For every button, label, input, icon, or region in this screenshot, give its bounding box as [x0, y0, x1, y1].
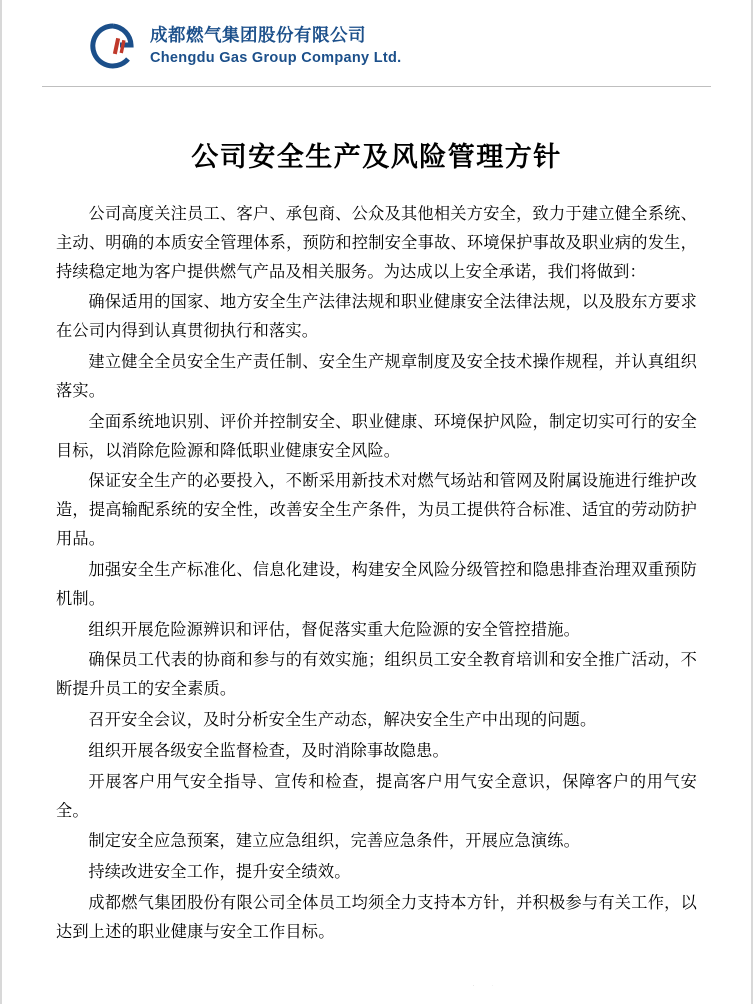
paragraph: 召开安全会议，及时分析安全生产动态，解决安全生产中出现的问题。 [88, 711, 597, 730]
paragraph: 成都燃气集团股份有限公司全体员工均须全力支持本方针，并积极参与有关工作，以达到上述的职业健康与安全工作目标。 [56, 894, 697, 941]
gas-group-logo-icon [90, 23, 136, 69]
company-name-cn: 成都燃气集团股份有限公司 [150, 25, 366, 45]
document-body [2, 200, 751, 1005]
paragraph: 持续改进安全工作，提升安全绩效。 [88, 863, 351, 882]
letterhead-divider [42, 86, 711, 87]
company-names [150, 22, 401, 70]
paragraph: 组织开展危险源辨识和评估，督促落实重大危险源的安全管控措施。 [88, 620, 581, 639]
paragraph: 开展客户用气安全指导、宣传和检查，提高客户用气安全意识，保障客户的用气安全。 [56, 772, 697, 820]
letterhead [2, 0, 751, 80]
paragraph: 制定安全应急预案，建立应急组织，完善应急条件，开展应急演练。 [88, 832, 581, 851]
paragraph: 公司高度关注员工、客户、承包商、公众及其他相关方安全，致力于建立健全系统、主动、明确的本质安全管理体系，预防和控制安全事故、环境保护事故及职业病的发生，持续稳定地为客户提供燃气产品及相关服务。为达成以上安全承诺，我们将做到： [56, 205, 697, 281]
page-title: 公司安全生产及风险管理方针 [191, 142, 562, 172]
paragraph: 组织开展各级安全监督检查，及时消除事故隐患。 [88, 741, 449, 760]
paragraph: 确保员工代表的协商和参与的有效实施；组织员工安全教育培训和安全推广活动，不断提升员工的安全素质。 [56, 651, 697, 699]
paragraph: 保证安全生产的必要投入，不断采用新技术对燃气场站和管网及附属设施进行维护改造，提高输配系统的安全性，改善安全生产条件，为员工提供符合标准、适宜的劳动防护用品。 [56, 472, 697, 549]
paragraph: 加强安全生产标准化、信息化建设，构建安全风险分级管控和隐患排查治理双重预防机制。 [56, 560, 697, 608]
paragraph: 全面系统地识别、评价并控制安全、职业健康、环境保护风险，制定切实可行的安全目标，以消除危险源和降低职业健康安全风险。 [56, 412, 697, 460]
page-bottom-margin [2, 986, 751, 1004]
paragraph: 建立健全全员安全生产责任制、安全生产规章制度及安全技术操作规程，并认真组织落实。 [56, 353, 697, 400]
paragraph: 确保适用的国家、地方安全生产法律法规和职业健康安全法律法规，以及股东方要求在公司内得到认真贯彻执行和落实。 [56, 293, 697, 341]
company-name-en: Chengdu Gas Group Company Ltd. [150, 50, 402, 67]
